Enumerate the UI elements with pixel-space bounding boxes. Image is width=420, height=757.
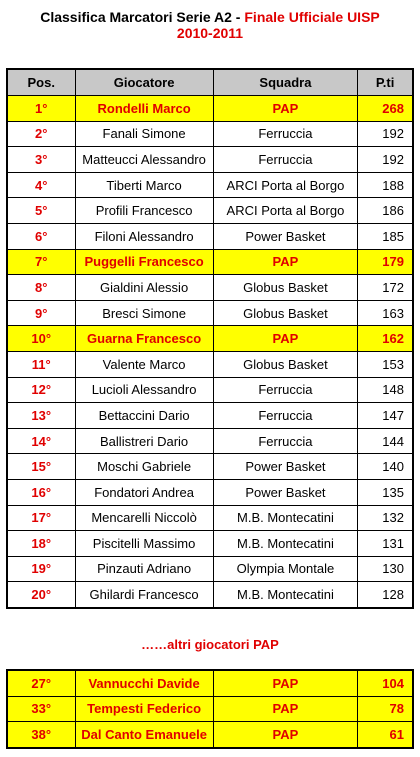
pos-cell: 20° [7, 582, 75, 608]
points-cell: 132 [358, 505, 413, 531]
pos-cell: 9° [7, 300, 75, 326]
points-cell: 131 [358, 531, 413, 557]
table-row [7, 326, 413, 352]
team-cell: Ferruccia [213, 121, 358, 147]
player-cell: Rondelli Marco [75, 96, 213, 122]
player-cell: Vannucchi Davide [75, 670, 213, 696]
team-cell: Power Basket [213, 454, 358, 480]
player-cell: Fondatori Andrea [75, 479, 213, 505]
points-cell: 172 [358, 275, 413, 301]
team-cell: PAP [213, 326, 358, 352]
pos-cell: 2° [7, 121, 75, 147]
points-cell: 153 [358, 351, 413, 377]
player-cell: Bettaccini Dario [75, 403, 213, 429]
points-cell: 162 [358, 326, 413, 352]
player-cell: Gialdini Alessio [75, 275, 213, 301]
player-cell: Moschi Gabriele [75, 454, 213, 480]
team-cell: Globus Basket [213, 351, 358, 377]
pos-cell: 14° [7, 428, 75, 454]
pos-cell: 7° [7, 249, 75, 275]
pos-cell: 38° [7, 722, 75, 748]
scorers-table [6, 68, 414, 609]
pos-cell: 19° [7, 556, 75, 582]
team-cell: Ferruccia [213, 428, 358, 454]
title-subtitle: Finale Ufficiale UISP [244, 9, 380, 25]
table-row [7, 275, 413, 301]
points-cell: 192 [358, 121, 413, 147]
points-cell: 61 [358, 722, 413, 748]
table-row [7, 454, 413, 480]
player-cell: Ballistreri Dario [75, 428, 213, 454]
team-cell: M.B. Montecatini [213, 582, 358, 608]
player-cell: Mencarelli Niccolò [75, 505, 213, 531]
table-row [7, 556, 413, 582]
player-cell: Valente Marco [75, 351, 213, 377]
player-cell: Pinzauti Adriano [75, 556, 213, 582]
points-cell: 147 [358, 403, 413, 429]
team-cell: Ferruccia [213, 147, 358, 173]
table-row [7, 377, 413, 403]
table-row [7, 670, 413, 696]
team-cell: Globus Basket [213, 300, 358, 326]
player-cell: Fanali Simone [75, 121, 213, 147]
team-cell: Power Basket [213, 479, 358, 505]
table-row [7, 223, 413, 249]
pos-cell: 8° [7, 275, 75, 301]
team-cell: PAP [213, 670, 358, 696]
pos-cell: 27° [7, 670, 75, 696]
player-cell: Puggelli Francesco [75, 249, 213, 275]
player-cell: Filoni Alessandro [75, 223, 213, 249]
table-row [7, 121, 413, 147]
pos-cell: 1° [7, 96, 75, 122]
header-player: Giocatore [75, 69, 213, 96]
header-team: Squadra [213, 69, 358, 96]
table-row [7, 147, 413, 173]
player-cell: Lucioli Alessandro [75, 377, 213, 403]
points-cell: 140 [358, 454, 413, 480]
pos-cell: 18° [7, 531, 75, 557]
team-cell: PAP [213, 696, 358, 722]
other-players-body [7, 670, 413, 748]
pos-cell: 10° [7, 326, 75, 352]
pos-cell: 15° [7, 454, 75, 480]
points-cell: 135 [358, 479, 413, 505]
player-cell: Piscitelli Massimo [75, 531, 213, 557]
player-cell: Dal Canto Emanuele [75, 722, 213, 748]
team-cell: Power Basket [213, 223, 358, 249]
player-cell: Profili Francesco [75, 198, 213, 224]
pos-cell: 16° [7, 479, 75, 505]
player-cell: Matteucci Alessandro [75, 147, 213, 173]
pos-cell: 5° [7, 198, 75, 224]
team-cell: ARCI Porta al Borgo [213, 198, 358, 224]
player-cell: Guarna Francesco [75, 326, 213, 352]
table-row [7, 172, 413, 198]
team-cell: PAP [213, 96, 358, 122]
team-cell: Ferruccia [213, 403, 358, 429]
table-row [7, 582, 413, 608]
points-cell: 268 [358, 96, 413, 122]
table-row [7, 479, 413, 505]
table-row [7, 722, 413, 748]
team-cell: M.B. Montecatini [213, 505, 358, 531]
pos-cell: 13° [7, 403, 75, 429]
table-row [7, 696, 413, 722]
team-cell: PAP [213, 249, 358, 275]
team-cell: M.B. Montecatini [213, 531, 358, 557]
table-row [7, 531, 413, 557]
team-cell: PAP [213, 722, 358, 748]
header-points: P.ti [358, 69, 413, 96]
team-cell: Globus Basket [213, 275, 358, 301]
season-label: 2010-2011 [176, 25, 244, 41]
header-pos: Pos. [7, 69, 75, 96]
table-row [7, 351, 413, 377]
pos-cell: 11° [7, 351, 75, 377]
points-cell: 179 [358, 249, 413, 275]
table-row [7, 403, 413, 429]
pos-cell: 4° [7, 172, 75, 198]
table-row [7, 96, 413, 122]
table-row [7, 505, 413, 531]
points-cell: 128 [358, 582, 413, 608]
team-cell: Olympia Montale [213, 556, 358, 582]
table-body [7, 96, 413, 608]
team-cell: Ferruccia [213, 377, 358, 403]
title-main: Classifica Marcatori Serie A2 - [40, 9, 241, 25]
points-cell: 185 [358, 223, 413, 249]
table-row [7, 198, 413, 224]
points-cell: 130 [358, 556, 413, 582]
points-cell: 144 [358, 428, 413, 454]
pos-cell: 3° [7, 147, 75, 173]
table-row [7, 249, 413, 275]
pos-cell: 17° [7, 505, 75, 531]
points-cell: 78 [358, 696, 413, 722]
points-cell: 104 [358, 670, 413, 696]
pos-cell: 6° [7, 223, 75, 249]
table-header-row [7, 69, 413, 96]
player-cell: Tiberti Marco [75, 172, 213, 198]
player-cell: Tempesti Federico [75, 696, 213, 722]
table-row [7, 428, 413, 454]
points-cell: 186 [358, 198, 413, 224]
points-cell: 188 [358, 172, 413, 198]
pos-cell: 12° [7, 377, 75, 403]
points-cell: 148 [358, 377, 413, 403]
pos-cell: 33° [7, 696, 75, 722]
table-row [7, 300, 413, 326]
other-players-table [6, 669, 414, 749]
points-cell: 163 [358, 300, 413, 326]
player-cell: Ghilardi Francesco [75, 582, 213, 608]
team-cell: ARCI Porta al Borgo [213, 172, 358, 198]
points-cell: 192 [358, 147, 413, 173]
page-title [0, 9, 420, 25]
other-players-label: ……altri giocatori PAP [141, 637, 279, 652]
player-cell: Bresci Simone [75, 300, 213, 326]
